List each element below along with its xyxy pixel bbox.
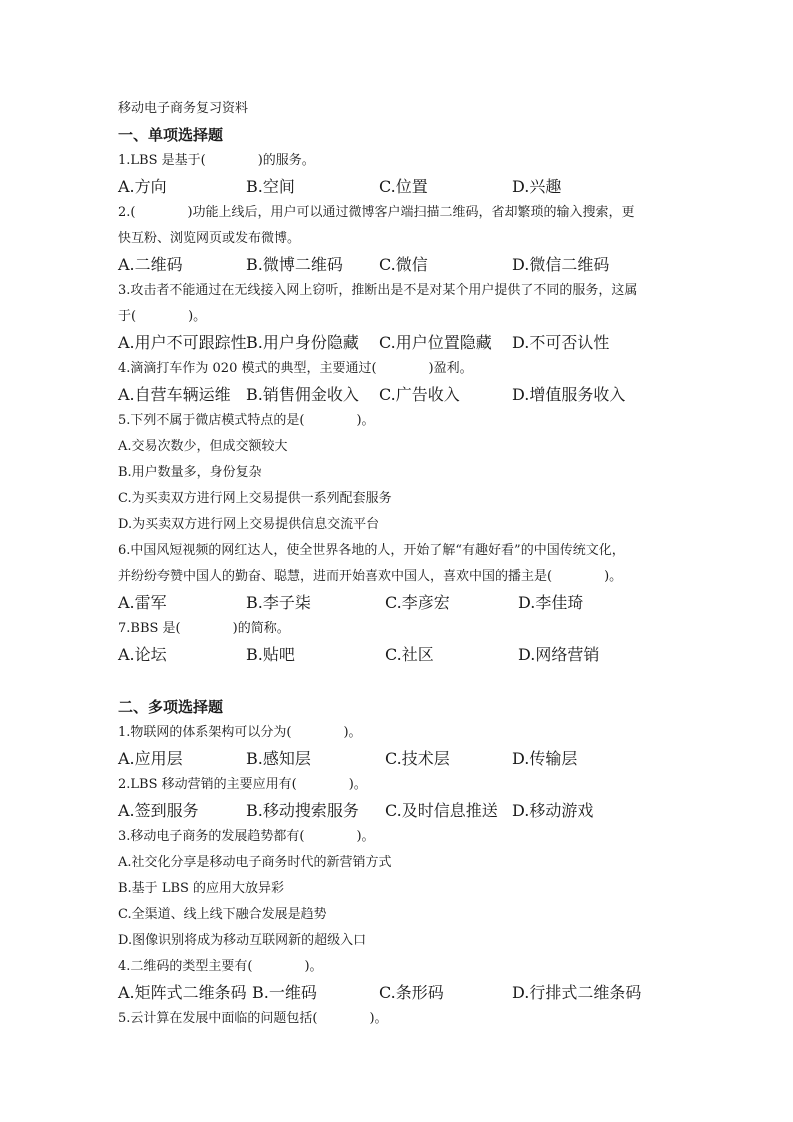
option-c: C.及时信息推送	[385, 801, 498, 820]
option-b: B.移动搜索服务	[246, 801, 359, 820]
question-stem-cont: 于( )。	[118, 309, 207, 324]
question-1	[118, 720, 688, 772]
option-c: C.李彦宏	[385, 593, 450, 612]
question-6	[118, 538, 688, 616]
question-stem: 1.物联网的体系架构可以分为( )。	[118, 725, 362, 740]
section-spacer	[118, 668, 688, 694]
option-d: D.不可否认性	[512, 333, 610, 352]
option-b: B.基于 LBS 的应用大放异彩	[118, 881, 285, 896]
section-multiple-choice	[118, 694, 688, 1032]
options-row	[118, 382, 688, 408]
option-c: C.为买卖双方进行网上交易提供一系列配套服务	[118, 491, 392, 506]
option-a: A.雷军	[118, 593, 167, 612]
option-b: B.一维码	[252, 983, 317, 1002]
section-heading: 一、单项选择题	[118, 126, 224, 144]
question-stem-cont: 快互粉、浏览网页或发布微博。	[118, 231, 301, 246]
option-d: D.微信二维码	[512, 255, 610, 274]
options-row	[118, 980, 688, 1006]
option-b: B.感知层	[246, 749, 311, 768]
option-c: C.技术层	[385, 749, 450, 768]
section-single-choice	[118, 122, 688, 668]
question-stem: 2.LBS 移动营销的主要应用有( )。	[118, 777, 367, 792]
option-a: A.自营车辆运维	[118, 385, 231, 404]
option-d: D.兴趣	[512, 177, 562, 196]
option-c: C.微信	[379, 255, 428, 274]
question-7	[118, 616, 688, 668]
option-d: D.传输层	[512, 749, 578, 768]
option-b: B.微博二维码	[246, 255, 343, 274]
options-row	[118, 746, 688, 772]
section-heading: 二、多项选择题	[118, 698, 224, 716]
option-b: B.李子柒	[246, 593, 311, 612]
option-c: C.条形码	[379, 983, 444, 1002]
option-d: D.移动游戏	[512, 801, 594, 820]
option-d: D.李佳琦	[518, 593, 584, 612]
option-c: C.全渠道、线上线下融合发展是趋势	[118, 907, 327, 922]
option-b: B.销售佣金收入	[246, 385, 359, 404]
options-row	[118, 798, 688, 824]
option-a: A.矩阵式二维条码	[118, 983, 247, 1002]
question-stem: 4.二维码的类型主要有( )。	[118, 959, 323, 974]
option-c: C.社区	[385, 645, 434, 664]
options-row	[118, 642, 688, 668]
option-a: A.二维码	[118, 255, 183, 274]
option-c: C.广告收入	[379, 385, 460, 404]
option-b: B.用户数量多，身份复杂	[118, 465, 262, 480]
question-stem: 1.LBS 是基于( )的服务。	[118, 153, 315, 168]
option-d: D.图像识别将成为移动互联网新的超级入口	[118, 933, 367, 948]
question-1	[118, 148, 688, 200]
question-5	[118, 1006, 688, 1032]
question-stem: 3.移动电子商务的发展趋势都有( )。	[118, 829, 375, 844]
option-a: A.交易次数少，但成交额较大	[118, 439, 288, 454]
document-page	[118, 96, 688, 1032]
option-a: A.社交化分享是移动电子商务时代的新营销方式	[118, 855, 392, 870]
question-stem: 5.下列不属于微店模式特点的是( )。	[118, 413, 375, 428]
option-d: D.网络营销	[518, 645, 600, 664]
option-b: B.用户身份隐藏	[246, 333, 359, 352]
option-a: A.论坛	[118, 645, 167, 664]
question-stem: 6.中国风短视频的网红达人，使全世界各地的人，开始了解“有趣好看”的中国传统文化，	[118, 543, 625, 558]
question-stem: 5.云计算在发展中面临的问题包括( )。	[118, 1011, 388, 1026]
question-3	[118, 824, 688, 954]
option-d: D.增值服务收入	[512, 385, 626, 404]
question-3	[118, 278, 688, 356]
question-4	[118, 954, 688, 1006]
option-a: A.方向	[118, 177, 167, 196]
option-a: A.应用层	[118, 749, 183, 768]
question-stem: 4.滴滴打车作为 020 模式的典型，主要通过( )盈利。	[118, 361, 473, 376]
option-b: B.空间	[246, 177, 295, 196]
options-row	[118, 330, 688, 356]
option-c: C.用户位置隐藏	[379, 333, 492, 352]
question-2	[118, 772, 688, 824]
option-a: A.签到服务	[118, 801, 199, 820]
option-d: D.行排式二维条码	[512, 983, 642, 1002]
option-d: D.为买卖双方进行网上交易提供信息交流平台	[118, 517, 380, 532]
question-4	[118, 356, 688, 408]
options-row	[118, 174, 688, 200]
options-row	[118, 590, 688, 616]
question-5	[118, 408, 688, 538]
question-stem: 2.( )功能上线后，用户可以通过微博客户端扫描二维码，省却繁琐的输入搜索，更	[118, 205, 635, 220]
question-stem-cont: 并纷纷夸赞中国人的勤奋、聪慧，进而开始喜欢中国人，喜欢中国的播主是( )。	[118, 569, 623, 584]
option-a: A.用户不可跟踪性	[118, 333, 247, 352]
question-2	[118, 200, 688, 278]
question-stem: 7.BBS 是( )的简称。	[118, 621, 290, 636]
option-c: C.位置	[379, 177, 428, 196]
options-row	[118, 252, 688, 278]
question-stem: 3.攻击者不能通过在无线接入网上窃听，推断出是不是对某个用户提供了不同的服务，这属	[118, 283, 638, 298]
option-b: B.贴吧	[246, 645, 295, 664]
document-title: 移动电子商务复习资料	[118, 101, 249, 116]
